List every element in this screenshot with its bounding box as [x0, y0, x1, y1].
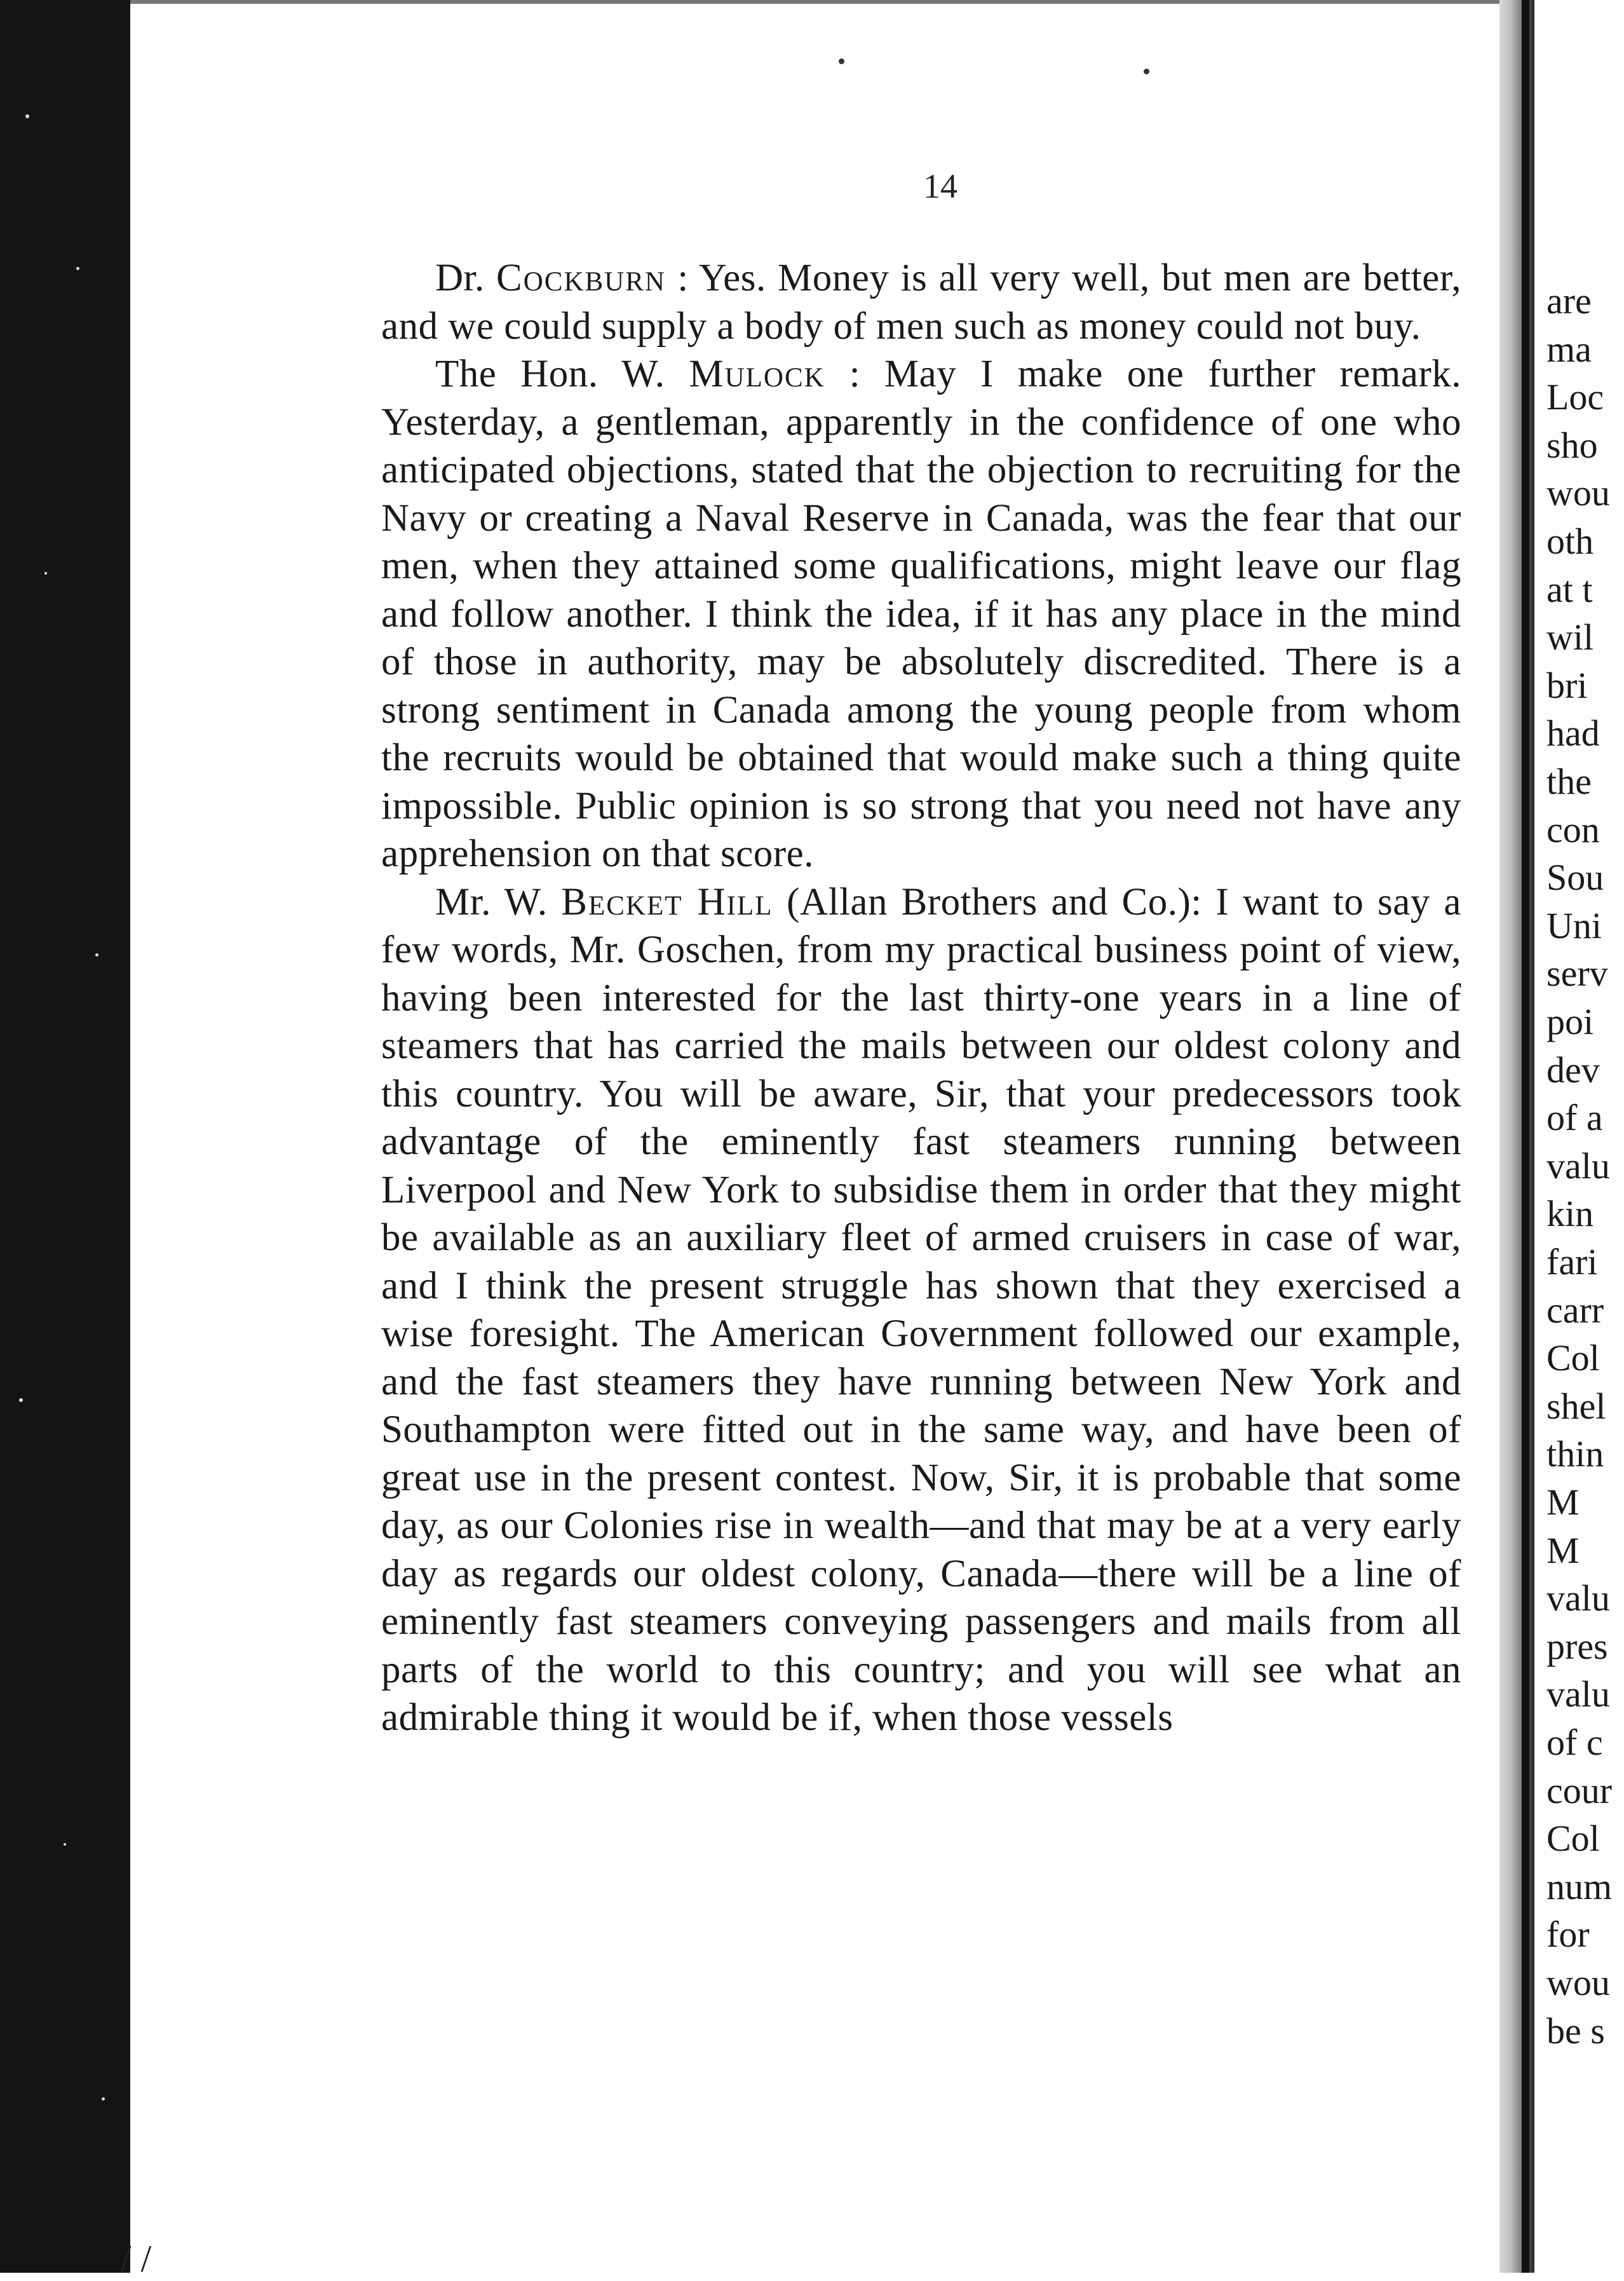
right-page-line-fragment: con: [1546, 808, 1600, 850]
speaker-prefix: The Hon. W.: [435, 353, 689, 395]
bottom-mark: / /: [121, 2238, 152, 2280]
right-page-line-fragment: of c: [1546, 1722, 1603, 1763]
paragraph-mulock: [381, 350, 1461, 878]
right-page-line-fragment: valu: [1546, 1577, 1610, 1619]
speaker-prefix: Mr. W.: [435, 880, 562, 923]
right-page-line-fragment: valu: [1546, 1673, 1610, 1715]
speaker-name: Becket Hill: [561, 880, 773, 923]
right-page-line-fragment: for: [1546, 1914, 1590, 1956]
right-page-line-fragment: dev: [1546, 1049, 1600, 1091]
speaker-name: Mulock: [689, 353, 825, 395]
right-page-line-fragment: Col: [1546, 1337, 1600, 1379]
right-page-line-fragment: wou: [1546, 472, 1610, 514]
right-page-line-fragment: at t: [1546, 568, 1593, 610]
page-number: 14: [923, 167, 957, 205]
right-page-line-fragment: the: [1546, 761, 1592, 802]
body-text: [381, 254, 1461, 1742]
right-page-line-fragment: Sou: [1546, 857, 1604, 899]
paragraph-text: (Allan Brothers and Co.): I want to say a few words, Mr. Goschen, from my practical business point of view, having been interested for the last thirty-one years in a line of steamers that has carried the mails between our oldest colony and this country. You will be aware, Sir, that your predecessors took advantage of the eminently fast steamers running between Liverpool and New York to subsidise them in order that they might be available as an auxiliary fleet of armed cruisers in case of war, and I think the present struggle has shown that they exercised a wise foresight. The American Government followed our example, and the fast steamers they have running between New York and Southampton were fitted out in the same way, and have been of great use in the present contest. Now, Sir, it is probable that some day, as our Colonies rise in wealth—and that may be at a very early day as regards our oldest colony, Canada—there will be a line of eminently fast steamers conveying passengers and mails from all parts of the world to this country; and you will see what an admirable thing it would be if, when those vessels: [381, 880, 1462, 1739]
right-page-line-fragment: had: [1546, 712, 1600, 754]
right-page-line-fragment: cour: [1546, 1769, 1613, 1811]
right-page-line-fragment: of a: [1546, 1097, 1603, 1139]
paragraph-cockburn: [381, 254, 1461, 350]
right-page-line-fragment: bri: [1546, 664, 1588, 706]
right-page-line-fragment: oth: [1546, 521, 1594, 562]
right-page-line-fragment: wou: [1546, 1962, 1610, 2003]
speck-dot: [839, 58, 844, 64]
right-page-line-fragment: shel: [1546, 1385, 1606, 1427]
right-page-line-fragment: M: [1546, 1529, 1580, 1571]
paragraph-text: : Yes. Money is all very well, but men are better, and we could supply a body of men such as money could not buy.: [381, 257, 1461, 348]
gutter-edge: [1522, 0, 1529, 2273]
right-page-line-fragment: sho: [1546, 424, 1598, 466]
right-page-line-fragment: be s: [1546, 2010, 1605, 2052]
speaker-prefix: Dr.: [435, 257, 497, 299]
right-page-line-fragment: serv: [1546, 953, 1608, 995]
right-page-line-fragment: M: [1546, 1481, 1580, 1523]
right-page-line-fragment: carr: [1546, 1289, 1604, 1331]
right-page-line-fragment: pres: [1546, 1625, 1608, 1667]
right-page-line-fragment: num: [1546, 1865, 1613, 1907]
paragraph-becket-hill: [381, 878, 1461, 1742]
right-page-line-fragment: thin: [1546, 1433, 1604, 1475]
right-page-line-fragment: are: [1546, 280, 1592, 322]
scan-left-margin: [0, 0, 130, 2273]
right-page-line-fragment: fari: [1546, 1241, 1598, 1283]
speaker-name: Cockburn: [496, 257, 666, 299]
right-page-line-fragment: ma: [1546, 328, 1592, 370]
right-page-line-fragment: Loc: [1546, 376, 1604, 418]
right-page-line-fragment: kin: [1546, 1193, 1594, 1235]
right-page-line-fragment: valu: [1546, 1145, 1610, 1187]
right-page-line-fragment: wil: [1546, 616, 1594, 658]
right-page-fragment: [1538, 0, 1624, 2273]
right-page-line-fragment: poi: [1546, 1001, 1594, 1042]
right-page-line-fragment: Uni: [1546, 904, 1602, 946]
right-page-line-fragment: Col: [1546, 1818, 1600, 1860]
paragraph-text: : May I make one further remark. Yesterday, a gentleman, apparently in the confidence of one who anticipated objections, stated that the objection to recruiting for the Navy or creating a Naval Reserve in Canada, was the fear that our men, when they attained some qualifications, might leave our flag and follow another. I think the idea, if it has any place in the mind of those in authority, may be absolutely discredited. There is a strong sentiment in Canada among the young people from whom the recruits would be obtained that would make such a thing quite impossible. Public opinion is so strong that you need not have any apprehension on that score.: [381, 353, 1462, 875]
speck-dot: [1144, 69, 1149, 74]
left-page: [381, 0, 1474, 2273]
